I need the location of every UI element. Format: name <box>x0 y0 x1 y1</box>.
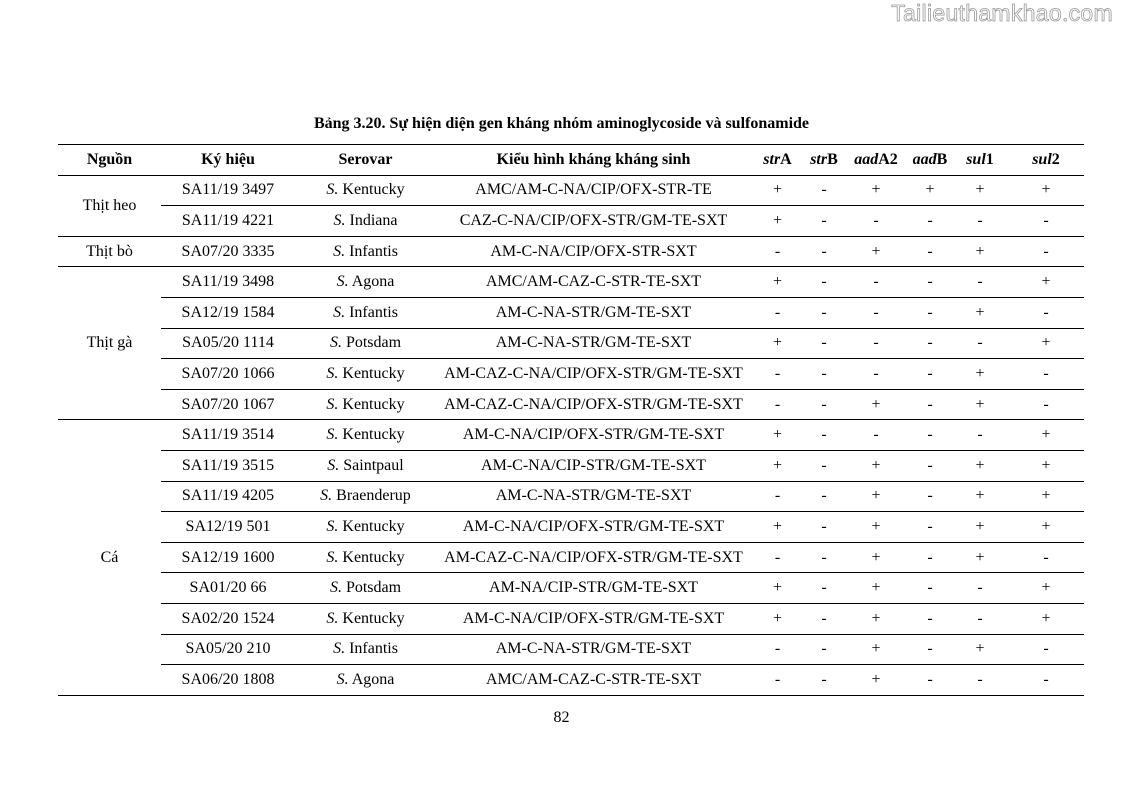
header-code: Ký hiệu <box>161 145 295 176</box>
gene-cell: - <box>751 665 804 696</box>
header-gene: strA <box>751 145 804 176</box>
gene-cell: + <box>751 328 804 359</box>
header-gene: aadA2 <box>844 145 908 176</box>
code-cell: SA01/20 66 <box>161 573 295 604</box>
serovar-species: Kentucky <box>342 395 405 413</box>
serovar-species: Potsdam <box>345 334 402 352</box>
serovar-genus: S. <box>329 334 342 352</box>
gene-cell: - <box>1008 634 1084 665</box>
header-row <box>58 145 1084 176</box>
gene-cell: + <box>844 603 908 634</box>
code-cell: SA06/20 1808 <box>161 665 295 696</box>
gene-cell: + <box>751 573 804 604</box>
gene-cell: + <box>952 542 1008 573</box>
serovar-cell <box>295 328 436 359</box>
serovar-cell <box>295 206 436 237</box>
gene-cell: + <box>952 481 1008 512</box>
code-cell: SA11/19 4205 <box>161 481 295 512</box>
serovar-cell <box>295 175 436 206</box>
table-row <box>58 267 1084 298</box>
gene-cell: + <box>751 267 804 298</box>
code-cell: SA11/19 3497 <box>161 175 295 206</box>
source-cell: Thịt heo <box>58 175 161 236</box>
code-cell: SA11/19 3514 <box>161 420 295 451</box>
serovar-species: Agona <box>351 670 395 688</box>
gene-cell: + <box>1008 450 1084 481</box>
serovar-species: Infantis <box>349 640 398 658</box>
table-row <box>58 297 1084 328</box>
table-row <box>58 542 1084 573</box>
gene-cell: - <box>908 359 952 390</box>
gene-cell: - <box>751 542 804 573</box>
gene-cell: + <box>751 603 804 634</box>
serovar-species: Kentucky <box>342 548 405 566</box>
gene-cell: + <box>751 420 804 451</box>
gene-cell: + <box>844 175 908 206</box>
serovar-species: Indiana <box>349 211 398 229</box>
gene-cell: - <box>1008 359 1084 390</box>
source-cell: Thịt bò <box>58 236 161 267</box>
serovar-genus: S. <box>326 517 339 535</box>
page-number: 82 <box>553 709 570 726</box>
table-caption: Bảng 3.20. Sự hiện diện gen kháng nhóm aminoglycoside và sulfonamide <box>313 115 810 132</box>
gene-cell: - <box>908 420 952 451</box>
gene-cell: - <box>751 481 804 512</box>
gene-cell: + <box>751 450 804 481</box>
gene-cell: - <box>952 267 1008 298</box>
gene-cell: - <box>804 481 844 512</box>
gene-cell: - <box>908 512 952 543</box>
gene-table <box>58 144 1084 696</box>
code-cell: SA05/20 210 <box>161 634 295 665</box>
phenotype-cell: AM-C-NA/CIP/OFX-STR-SXT <box>436 236 751 267</box>
phenotype-cell: AM-C-NA-STR/GM-TE-SXT <box>436 634 751 665</box>
table-row <box>58 359 1084 390</box>
gene-cell: - <box>804 542 844 573</box>
serovar-cell <box>295 236 436 267</box>
gene-cell: - <box>844 420 908 451</box>
serovar-species: Kentucky <box>342 181 405 199</box>
phenotype-cell: AM-C-NA/CIP-STR/GM-TE-SXT <box>436 450 751 481</box>
code-cell: SA07/20 3335 <box>161 236 295 267</box>
header-gene: aadB <box>908 145 952 176</box>
phenotype-cell: AM-C-NA/CIP/OFX-STR/GM-TE-SXT <box>436 603 751 634</box>
gene-cell: + <box>844 634 908 665</box>
gene-cell: + <box>844 236 908 267</box>
gene-cell: - <box>751 389 804 420</box>
gene-cell: + <box>952 175 1008 206</box>
gene-cell: + <box>1008 175 1084 206</box>
serovar-genus: S. <box>326 548 339 566</box>
header-gene: strB <box>804 145 844 176</box>
gene-cell: - <box>804 206 844 237</box>
serovar-genus: S. <box>333 303 346 321</box>
gene-cell: - <box>908 206 952 237</box>
gene-cell: - <box>908 665 952 696</box>
gene-cell: - <box>908 297 952 328</box>
gene-cell: - <box>844 328 908 359</box>
gene-cell: - <box>1008 297 1084 328</box>
code-cell: SA07/20 1066 <box>161 359 295 390</box>
gene-cell: + <box>751 175 804 206</box>
gene-cell: - <box>804 665 844 696</box>
serovar-cell <box>295 573 436 604</box>
gene-cell: - <box>952 420 1008 451</box>
serovar-genus: S. <box>326 609 339 627</box>
gene-cell: - <box>844 267 908 298</box>
serovar-cell <box>295 359 436 390</box>
gene-cell: - <box>952 328 1008 359</box>
gene-cell: - <box>908 450 952 481</box>
serovar-genus: S. <box>336 273 349 291</box>
gene-cell: - <box>1008 389 1084 420</box>
serovar-cell <box>295 389 436 420</box>
serovar-genus: S. <box>326 395 339 413</box>
header-phenotype: Kiểu hình kháng kháng sinh <box>436 145 751 176</box>
serovar-cell <box>295 603 436 634</box>
serovar-genus: S. <box>327 456 340 474</box>
gene-cell: - <box>804 359 844 390</box>
gene-cell: + <box>952 359 1008 390</box>
phenotype-cell: AMC/AM-CAZ-C-STR-TE-SXT <box>436 267 751 298</box>
header-gene: sul2 <box>1008 145 1084 176</box>
serovar-cell <box>295 450 436 481</box>
source-cell: Cá <box>58 420 161 695</box>
code-cell: SA05/20 1114 <box>161 328 295 359</box>
phenotype-cell: AM-C-NA-STR/GM-TE-SXT <box>436 297 751 328</box>
gene-cell: - <box>952 206 1008 237</box>
table-row <box>58 450 1084 481</box>
gene-cell: + <box>952 512 1008 543</box>
serovar-cell <box>295 481 436 512</box>
table-row <box>58 634 1084 665</box>
gene-cell: - <box>908 481 952 512</box>
phenotype-cell: AM-CAZ-C-NA/CIP/OFX-STR/GM-TE-SXT <box>436 359 751 390</box>
gene-cell: + <box>844 573 908 604</box>
gene-cell: - <box>804 512 844 543</box>
serovar-species: Saintpaul <box>343 456 404 474</box>
gene-cell: - <box>804 267 844 298</box>
gene-cell: - <box>1008 665 1084 696</box>
gene-cell: + <box>844 481 908 512</box>
serovar-genus: S. <box>326 364 339 382</box>
gene-cell: - <box>908 236 952 267</box>
table-row <box>58 420 1084 451</box>
code-cell: SA12/19 1600 <box>161 542 295 573</box>
code-cell: SA11/19 3515 <box>161 450 295 481</box>
serovar-genus: S. <box>333 640 346 658</box>
gene-cell: - <box>844 206 908 237</box>
serovar-species: Kentucky <box>342 426 405 444</box>
gene-cell: - <box>908 603 952 634</box>
header-gene: sul1 <box>952 145 1008 176</box>
gene-cell: + <box>952 236 1008 267</box>
gene-cell: - <box>804 297 844 328</box>
gene-cell: + <box>1008 420 1084 451</box>
gene-cell: - <box>952 665 1008 696</box>
gene-cell: - <box>804 236 844 267</box>
gene-cell: - <box>804 603 844 634</box>
table-row <box>58 389 1084 420</box>
serovar-species: Kentucky <box>342 609 405 627</box>
gene-cell: + <box>844 542 908 573</box>
table-row <box>58 481 1084 512</box>
serovar-genus: S. <box>320 487 333 505</box>
gene-cell: - <box>1008 206 1084 237</box>
table-row <box>58 603 1084 634</box>
gene-cell: + <box>844 665 908 696</box>
serovar-species: Kentucky <box>342 364 405 382</box>
code-cell: SA02/20 1524 <box>161 603 295 634</box>
serovar-cell <box>295 542 436 573</box>
code-cell: SA07/20 1067 <box>161 389 295 420</box>
gene-cell: + <box>844 512 908 543</box>
code-cell: SA12/19 1584 <box>161 297 295 328</box>
serovar-cell <box>295 634 436 665</box>
serovar-cell <box>295 267 436 298</box>
phenotype-cell: AM-NA/CIP-STR/GM-TE-SXT <box>436 573 751 604</box>
gene-cell: + <box>1008 573 1084 604</box>
serovar-genus: S. <box>326 181 339 199</box>
serovar-species: Agona <box>351 273 395 291</box>
gene-cell: - <box>1008 236 1084 267</box>
serovar-species: Potsdam <box>345 579 402 597</box>
serovar-genus: S. <box>336 670 349 688</box>
gene-cell: + <box>1008 603 1084 634</box>
gene-cell: + <box>844 389 908 420</box>
table-row <box>58 665 1084 696</box>
table-row <box>58 175 1084 206</box>
table-row <box>58 573 1084 604</box>
serovar-genus: S. <box>326 426 339 444</box>
serovar-genus: S. <box>333 242 346 260</box>
gene-cell: + <box>844 450 908 481</box>
gene-cell: - <box>908 634 952 665</box>
gene-cell: + <box>952 634 1008 665</box>
serovar-genus: S. <box>329 579 342 597</box>
serovar-species: Braenderup <box>336 487 411 505</box>
source-cell: Thịt gà <box>58 267 161 420</box>
phenotype-cell: AM-C-NA-STR/GM-TE-SXT <box>436 328 751 359</box>
code-cell: SA11/19 4221 <box>161 206 295 237</box>
phenotype-cell: AM-C-NA-STR/GM-TE-SXT <box>436 481 751 512</box>
gene-cell: - <box>908 573 952 604</box>
serovar-species: Infantis <box>349 242 398 260</box>
gene-cell: + <box>952 450 1008 481</box>
gene-cell: - <box>804 175 844 206</box>
gene-cell: - <box>751 236 804 267</box>
gene-cell: + <box>751 512 804 543</box>
gene-cell: - <box>908 328 952 359</box>
header-serovar: Serovar <box>295 145 436 176</box>
watermark: Tailieuthamkhao.com <box>891 0 1113 26</box>
table-body <box>58 175 1084 695</box>
table-row <box>58 206 1084 237</box>
table-row <box>58 512 1084 543</box>
gene-cell: - <box>804 634 844 665</box>
table-row <box>58 328 1084 359</box>
phenotype-cell: AM-C-NA/CIP/OFX-STR/GM-TE-SXT <box>436 512 751 543</box>
gene-cell: - <box>908 267 952 298</box>
gene-cell: - <box>952 573 1008 604</box>
serovar-cell <box>295 665 436 696</box>
gene-cell: + <box>952 389 1008 420</box>
gene-cell: + <box>908 175 952 206</box>
code-cell: SA11/19 3498 <box>161 267 295 298</box>
phenotype-cell: AM-CAZ-C-NA/CIP/OFX-STR/GM-TE-SXT <box>436 389 751 420</box>
phenotype-cell: CAZ-C-NA/CIP/OFX-STR/GM-TE-SXT <box>436 206 751 237</box>
gene-cell: + <box>1008 267 1084 298</box>
gene-cell: - <box>844 297 908 328</box>
gene-cell: - <box>804 450 844 481</box>
gene-cell: - <box>804 389 844 420</box>
gene-cell: - <box>751 297 804 328</box>
phenotype-cell: AMC/AM-C-NA/CIP/OFX-STR-TE <box>436 175 751 206</box>
serovar-cell <box>295 297 436 328</box>
gene-cell: - <box>804 573 844 604</box>
phenotype-cell: AM-C-NA/CIP/OFX-STR/GM-TE-SXT <box>436 420 751 451</box>
gene-cell: - <box>751 359 804 390</box>
serovar-genus: S. <box>333 211 346 229</box>
gene-cell: - <box>952 603 1008 634</box>
gene-cell: - <box>804 420 844 451</box>
gene-cell: + <box>1008 481 1084 512</box>
gene-cell: - <box>751 634 804 665</box>
table-header <box>58 145 1084 176</box>
code-cell: SA12/19 501 <box>161 512 295 543</box>
serovar-species: Kentucky <box>342 517 405 535</box>
gene-cell: - <box>1008 542 1084 573</box>
gene-cell: - <box>908 542 952 573</box>
serovar-cell <box>295 420 436 451</box>
gene-cell: + <box>1008 328 1084 359</box>
gene-cell: + <box>751 206 804 237</box>
serovar-cell <box>295 512 436 543</box>
serovar-species: Infantis <box>349 303 398 321</box>
phenotype-cell: AM-CAZ-C-NA/CIP/OFX-STR/GM-TE-SXT <box>436 542 751 573</box>
gene-cell: + <box>952 297 1008 328</box>
gene-cell: - <box>844 359 908 390</box>
phenotype-cell: AMC/AM-CAZ-C-STR-TE-SXT <box>436 665 751 696</box>
gene-cell: - <box>908 389 952 420</box>
gene-cell: + <box>1008 512 1084 543</box>
gene-cell: - <box>804 328 844 359</box>
table-row <box>58 236 1084 267</box>
header-source: Nguồn <box>58 145 161 176</box>
